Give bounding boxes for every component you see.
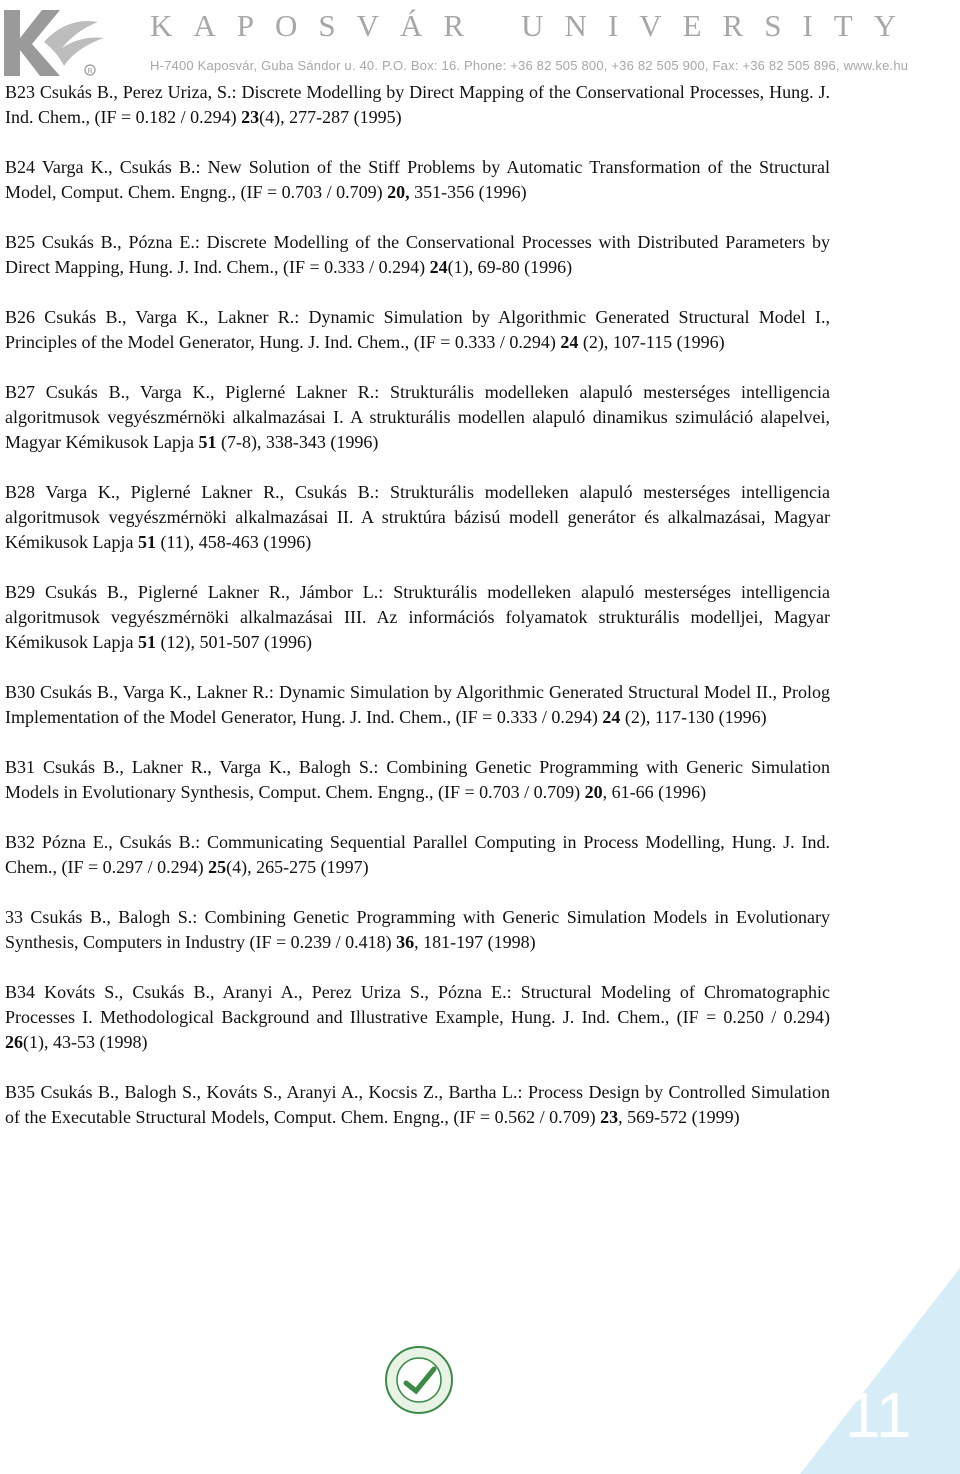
reference-text: B24 Varga K., Csukás B.: New Solution of the Stiff Problems by Automatic Transformation of the Structural Model, Comput. Chem. Engng., (IF = 0.703 / 0.709) [5, 157, 830, 202]
reference-item [5, 480, 830, 555]
reference-text: B23 Csukás B., Perez Uriza, S.: Discrete Modelling by Direct Mapping of the Conservational Processes, Hung. J. Ind. Chem., (IF = 0.182 / 0.294) [5, 82, 830, 127]
reference-volume: 24 [560, 332, 579, 352]
reference-item [5, 380, 830, 455]
reference-volume: 23 [241, 107, 260, 127]
iso-certification-seal [384, 1345, 454, 1415]
reference-volume: 26 [5, 1032, 23, 1052]
reference-volume: 20, [387, 182, 410, 202]
reference-text: , 181-197 (1998) [414, 932, 536, 952]
reference-text: B35 Csukás B., Balogh S., Kováts S., Aranyi A., Kocsis Z., Bartha L.: Process Design by Controlled Simulation of the Executable Structural Models, Comput. Chem. Engng., (IF = 0.562 / 0.709) [5, 1082, 830, 1127]
reference-text: 33 Csukás B., Balogh S.: Combining Genetic Programming with Generic Simulation Models in Evolutionary Synthesis, Computers in Industry (IF = 0.239 / 0.418) [5, 907, 830, 952]
reference-text: B32 Pózna E., Csukás B.: Communicating Sequential Parallel Computing in Process Modelling, Hung. J. Ind. Chem., (IF = 0.297 / 0.294) [5, 832, 830, 877]
reference-item [5, 230, 830, 280]
reference-text: (12), 501-507 (1996) [155, 632, 312, 652]
reference-text: B31 Csukás B., Lakner R., Varga K., Balogh S.: Combining Genetic Programming with Generic Simulation Models in Evolutionary Synthesis, Comput. Chem. Engng., (IF = 0.703 / 0.709) [5, 757, 830, 802]
reference-text: B28 Varga K., Piglerné Lakner R., Csukás B.: Strukturális modelleken alapuló mesterséges intelligencia algoritmusok vegyészmérnöki alkalmazásai II. A struktúra bázisú modell generátor és alkalmazásai, Magyar Kémikusok Lapja [5, 482, 830, 552]
reference-item [5, 980, 830, 1055]
reference-volume: 25 [208, 857, 227, 877]
reference-item [5, 1080, 830, 1130]
reference-text: B27 Csukás B., Varga K., Piglerné Lakner R.: Strukturális modelleken alapuló mesterséges intelligencia algoritmusok vegyészmérnöki alkalmazásai I. A strukturális modellen alapuló dinamikus szimuláció alapelvei, Magyar Kémikusok Lapja [5, 382, 830, 452]
reference-item [5, 755, 830, 805]
reference-item [5, 155, 830, 205]
reference-text: (2), 107-115 (1996) [578, 332, 725, 352]
university-address: H-7400 Kaposvár, Guba Sándor u. 40. P.O. Box: 16. Phone: +36 82 505 800, +36 82 505 900, Fax: +36 82 505 896, www.ke.hu [150, 58, 909, 73]
reference-text: B30 Csukás B., Varga K., Lakner R.: Dynamic Simulation by Algorithmic Generated Structural Model II., Prolog Implementation of the Model Generator, Hung. J. Ind. Chem., (IF = 0.333 / 0.294) [5, 682, 830, 727]
svg-text:R: R [87, 68, 93, 75]
reference-item [5, 80, 830, 130]
page-header [0, 0, 960, 80]
reference-item [5, 830, 830, 880]
page-number: 11 [845, 1379, 912, 1451]
reference-text: (4), 265-275 (1997) [226, 857, 369, 877]
university-name-word2: UNIVERSITY [521, 8, 918, 43]
reference-item [5, 305, 830, 355]
reference-volume: 51 [137, 532, 156, 552]
reference-text: (7-8), 338-343 (1996) [216, 432, 379, 452]
reference-volume: 51 [137, 632, 156, 652]
reference-text: (1), 43-53 (1998) [23, 1032, 148, 1052]
reference-text: , 61-66 (1996) [602, 782, 707, 802]
university-name-word1: KAPOSVÁR [150, 8, 486, 43]
reference-text: , 569-572 (1999) [618, 1107, 740, 1127]
reference-text: B26 Csukás B., Varga K., Lakner R.: Dynamic Simulation by Algorithmic Generated Structural Model I., Principles of the Model Generator, Hung. J. Ind. Chem., (IF = 0.333 / 0.294) [5, 307, 830, 352]
reference-list [5, 80, 830, 1155]
reference-text: (1), 69-80 (1996) [447, 257, 573, 277]
reference-volume: 23 [600, 1107, 619, 1127]
reference-item [5, 905, 830, 955]
reference-volume: 24 [602, 707, 621, 727]
reference-item [5, 580, 830, 655]
reference-text: 351-356 (1996) [409, 182, 527, 202]
university-name [150, 8, 950, 44]
reference-volume: 20 [584, 782, 603, 802]
reference-text: (4), 277-287 (1995) [259, 107, 402, 127]
reference-text: (11), 458-463 (1996) [155, 532, 312, 552]
reference-volume: 24 [429, 257, 448, 277]
reference-volume: 51 [198, 432, 217, 452]
reference-volume: 36 [396, 932, 415, 952]
reference-text: B29 Csukás B., Piglerné Lakner R., Jámbor L.: Strukturális modelleken alapuló mesterséges intelligencia algoritmusok vegyészmérnöki alkalmazásai III. Az információs folyamatok strukturális modelljei, Magyar Kémikusok Lapja [5, 582, 830, 652]
university-logo [0, 4, 110, 80]
reference-text: B25 Csukás B., Pózna E.: Discrete Modelling of the Conservational Processes with Distributed Parameters by Direct Mapping, Hung. J. Ind. Chem., (IF = 0.333 / 0.294) [5, 232, 830, 277]
reference-item [5, 680, 830, 730]
reference-text: (2), 117-130 (1996) [620, 707, 767, 727]
reference-text: B34 Kováts S., Csukás B., Aranyi A., Perez Uriza S., Pózna E.: Structural Modeling of Chromatographic Processes I. Methodological Background and Illustrative Example, Hung. J. Ind. Chem., (IF = 0.250 / 0.294) [5, 982, 830, 1027]
